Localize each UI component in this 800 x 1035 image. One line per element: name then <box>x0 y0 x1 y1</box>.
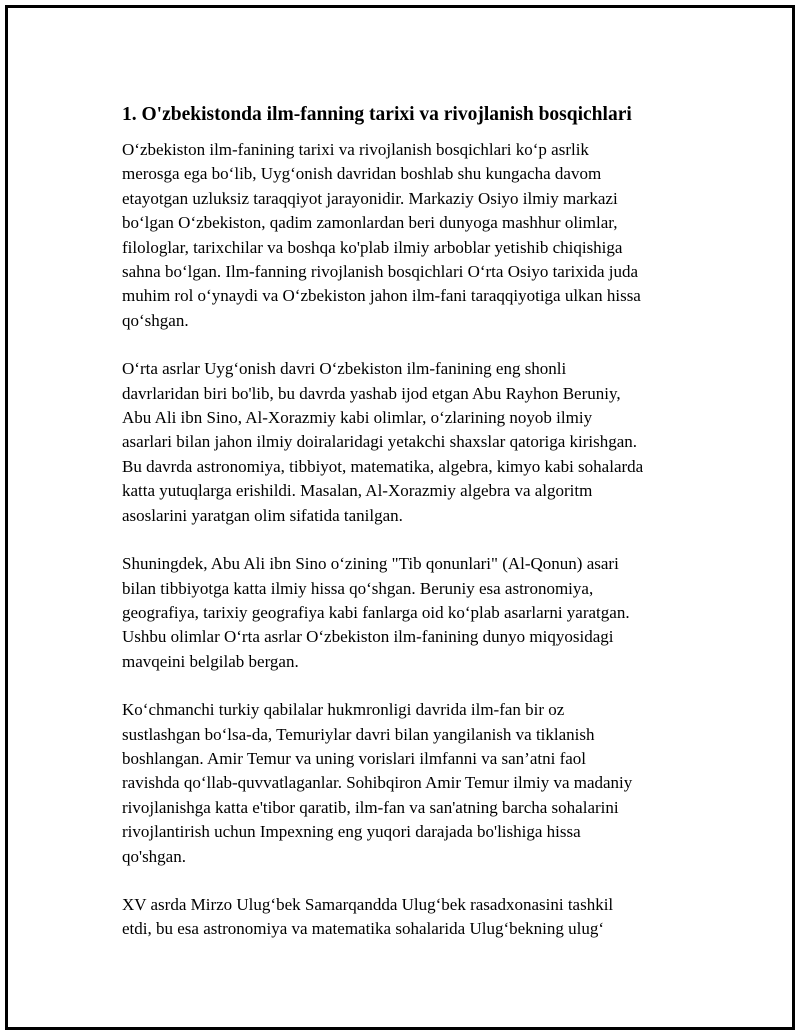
paragraph-2 <box>122 357 702 528</box>
text-line: Bu davrda astronomiya, tibbiyot, matematika, algebra, kimyo kabi sohalarda <box>122 456 644 476</box>
text-line: sahna bo‘lgan. Ilm-fanning rivojlanish bosqichlari O‘rta Osiyo tarixida juda <box>122 262 639 282</box>
text-line: katta yutuqlarga erishildi. Masalan, Al-Xorazmiy algebra va algoritm <box>122 481 593 501</box>
text-line: etayotgan uzluksiz taraqqiyot jarayonidir. Markaziy Osiyo ilmiy markazi <box>122 188 618 208</box>
text-line: Ushbu olimlar O‘rta asrlar O‘zbekiston ilm-fanining dunyo miqyosidagi <box>122 627 614 647</box>
text-line: Abu Ali ibn Sino, Al-Xorazmiy kabi olimlar, o‘zlarining noyob ilmiy <box>122 408 593 428</box>
text-line: boshlangan. Amir Temur va uning vorislari ilmfanni va san’atni faol <box>122 748 587 768</box>
text-line: qo‘shgan. <box>122 310 189 330</box>
text-line: muhim rol o‘ynaydi va O‘zbekiston jahon ilm-fani taraqqiyotiga ulkan hissa <box>122 286 641 306</box>
text-line: Ko‘chmanchi turkiy qabilalar hukmronligi davrida ilm-fan bir oz <box>122 700 565 720</box>
text-line: geografiya, tarixiy geografiya kabi fanlarga oid ko‘plab asarlarni yaratgan. <box>122 602 630 622</box>
paragraph-5 <box>122 893 702 942</box>
text-line: Shuningdek, Abu Ali ibn Sino o‘zining "Tib qonunlari" (Al-Qonun) asari <box>122 554 619 574</box>
text-line: rivojlanishga katta e'tibor qaratib, ilm-fan va san'atning barcha sohalarini <box>122 797 619 817</box>
text-line: XV asrda Mirzo Ulug‘bek Samarqandda Ulug‘bek rasadxonasini tashkil <box>122 894 614 914</box>
text-line: mavqeini belgilab bergan. <box>122 651 299 671</box>
text-line: rivojlantirish uchun Impexning eng yuqori darajada bo'lishiga hissa <box>122 822 581 842</box>
document-body <box>122 100 702 966</box>
text-line: ravishda qo‘llab-quvvatlaganlar. Sohibqiron Amir Temur ilmiy va madaniy <box>122 773 633 793</box>
section-heading: 1. O'zbekistonda ilm-fanning tarixi va rivojlanish bosqichlari <box>122 104 632 125</box>
text-line: O‘rta asrlar Uyg‘onish davri O‘zbekiston ilm-fanining eng shonli <box>122 359 567 379</box>
text-line: bo‘lgan O‘zbekiston, qadim zamonlardan beri dunyoga mashhur olimlar, <box>122 213 618 233</box>
text-line: qo'shgan. <box>122 846 186 866</box>
text-line: asarlari bilan jahon ilmiy doiralaridagi yetakchi shaxslar qatoriga kirishgan. <box>122 432 638 452</box>
text-line: merosga ega bo‘lib, Uyg‘onish davridan boshlab shu kungacha davom <box>122 164 602 184</box>
text-line: sustlashgan bo‘lsa-da, Temuriylar davri bilan yangilanish va tiklanish <box>122 724 595 744</box>
text-line: etdi, bu esa astronomiya va matematika sohalarida Ulug‘bekning ulug‘ <box>122 919 605 939</box>
text-line: filologlar, tarixchilar va boshqa ko'plab ilmiy arboblar yetishib chiqishiga <box>122 237 623 257</box>
text-line: bilan tibbiyotga katta ilmiy hissa qo‘shgan. Beruniy esa astronomiya, <box>122 578 594 598</box>
paragraph-3 <box>122 552 702 674</box>
text-line: davrlaridan biri bo'lib, bu davrda yashab ijod etgan Abu Rayhon Beruniy, <box>122 383 621 403</box>
page-frame <box>5 5 795 1030</box>
paragraph-4 <box>122 698 702 869</box>
paragraph-1 <box>122 138 702 333</box>
text-line: asoslarini yaratgan olim sifatida tanilgan. <box>122 505 403 525</box>
text-line: O‘zbekiston ilm-fanining tarixi va rivojlanish bosqichlari ko‘p asrlik <box>122 140 589 159</box>
